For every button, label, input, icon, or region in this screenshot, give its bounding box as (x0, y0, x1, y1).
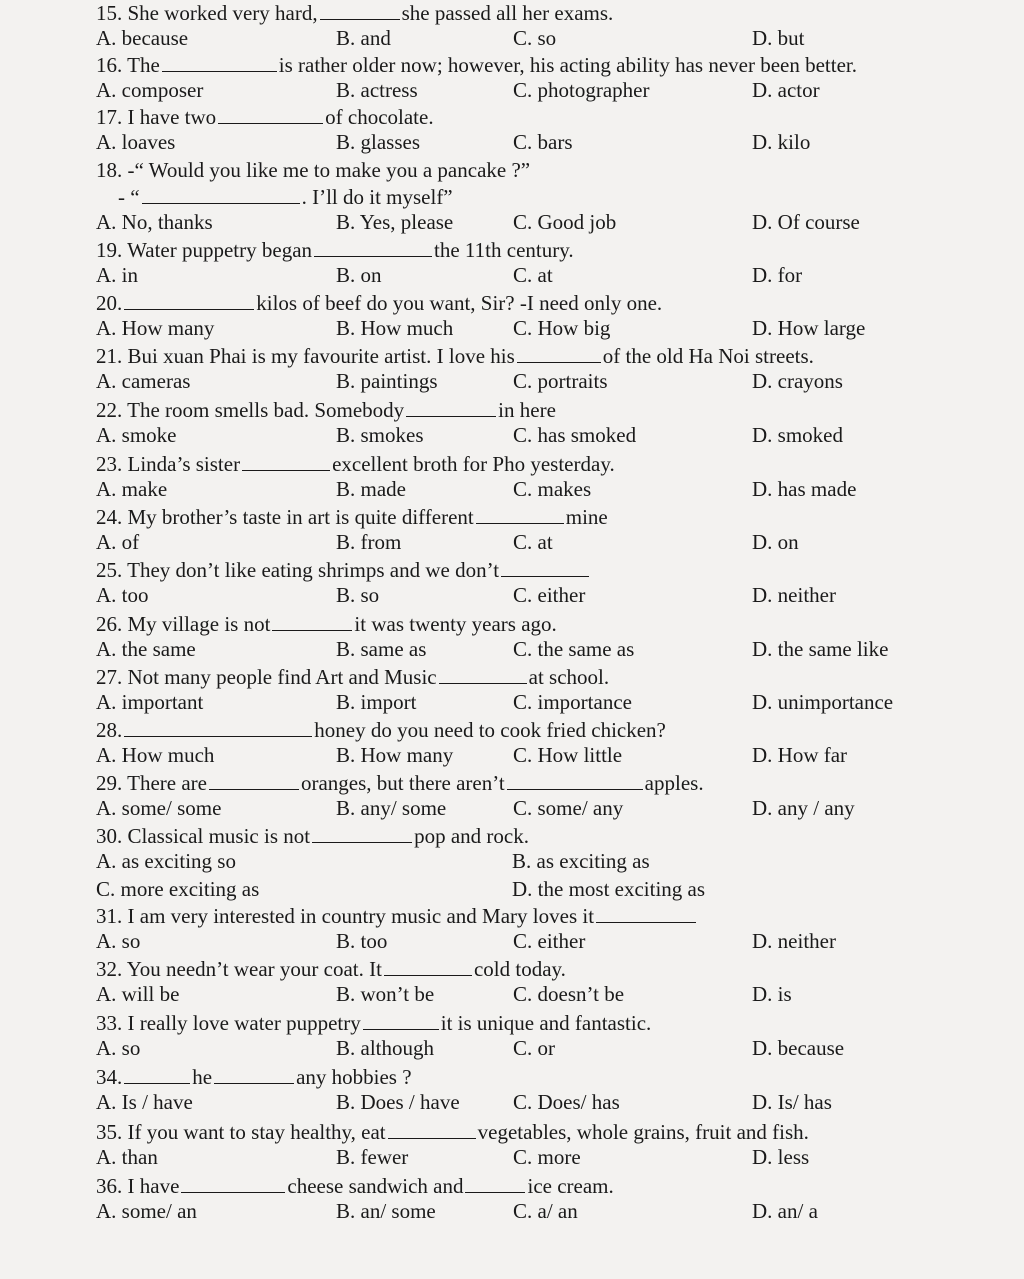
question-line (96, 903, 984, 930)
answer-blank[interactable] (181, 1175, 285, 1193)
answer-option-d[interactable]: D. any / any (752, 796, 855, 820)
answer-blank[interactable] (314, 239, 432, 257)
question-text: 24. My brother’s taste in art is quite different (96, 505, 474, 529)
answer-option-a[interactable]: A. than (96, 1145, 158, 1169)
answer-blank[interactable] (501, 559, 589, 577)
question-text: - “ (118, 185, 140, 209)
answer-option-a[interactable]: A. of (96, 530, 140, 554)
question-text: 17. I have two (96, 105, 217, 129)
question-text: 32. You needn’t wear your coat. It (96, 957, 382, 981)
options-row (96, 636, 996, 662)
answer-option-c[interactable]: C. either (513, 929, 586, 953)
answer-option-b[interactable]: B. paintings (336, 369, 438, 393)
answer-option-d[interactable]: D. Of course (752, 210, 860, 234)
answer-option-d[interactable]: D. How far (752, 743, 848, 767)
answer-blank[interactable] (142, 186, 300, 204)
question-text: 35. If you want to stay healthy, eat (96, 1120, 386, 1144)
answer-blank[interactable] (218, 106, 323, 124)
options-row (96, 315, 996, 341)
question-line (96, 343, 984, 370)
question-text: the 11th century. (434, 238, 574, 262)
question-text: . I’ll do it myself” (301, 185, 453, 209)
answer-option-b[interactable]: B. How many (336, 743, 454, 767)
answer-option-a[interactable]: A. smoke (96, 423, 177, 447)
question-text: 36. I have (96, 1174, 180, 1198)
question-line (96, 104, 984, 131)
answer-option-c[interactable]: C. at (513, 263, 553, 287)
answer-blank[interactable] (124, 292, 254, 310)
question-text: in here (498, 398, 556, 422)
question-text: of chocolate. (325, 105, 434, 129)
question-line (96, 290, 984, 317)
question-line (96, 52, 984, 79)
question-text: pop and rock. (414, 824, 529, 848)
answer-option-b[interactable]: B. glasses (336, 130, 420, 154)
answer-option-a[interactable]: C. more exciting as (96, 877, 260, 901)
question-text: it was twenty years ago. (354, 612, 557, 636)
answer-option-d[interactable]: D. neither (752, 583, 836, 607)
answer-option-d[interactable]: D. actor (752, 78, 820, 102)
answer-option-b[interactable]: B. an/ some (336, 1199, 436, 1223)
answer-blank[interactable] (465, 1175, 525, 1193)
answer-option-b[interactable]: B. won’t be (336, 982, 435, 1006)
answer-blank[interactable] (209, 772, 299, 790)
answer-option-d[interactable]: D. an/ a (752, 1199, 818, 1223)
answer-option-a[interactable]: A. too (96, 583, 149, 607)
question-line (96, 611, 984, 638)
question-text: kilos of beef do you want, Sir? -I need only one. (256, 291, 663, 315)
options-row (96, 848, 996, 874)
answer-option-d[interactable]: D. less (752, 1145, 810, 1169)
answer-blank[interactable] (384, 958, 472, 976)
options-row (96, 742, 996, 768)
answer-blank[interactable] (439, 666, 527, 684)
answer-option-c[interactable]: C. so (513, 26, 557, 50)
question-text: 16. The (96, 53, 160, 77)
answer-option-b[interactable]: B. smokes (336, 423, 424, 447)
question-text: cold today. (473, 957, 566, 981)
options-row (96, 928, 996, 954)
question-text: 25. They don’t like eating shrimps and we don’t (96, 558, 500, 582)
answer-option-b[interactable]: B. fewer (336, 1145, 409, 1169)
question-text: 30. Classical music is not (96, 824, 311, 848)
question-text: he (192, 1065, 213, 1089)
answer-option-a[interactable]: A. How much (96, 743, 215, 767)
answer-option-c[interactable]: C. How big (513, 316, 611, 340)
answer-option-a[interactable]: A. the same (96, 637, 196, 661)
question-text: 15. She worked very hard, (96, 1, 318, 25)
question-line (96, 823, 984, 850)
options-row (96, 582, 996, 608)
answer-option-b[interactable]: B. on (336, 263, 382, 287)
question-line (96, 557, 984, 584)
question-text: 19. Water puppetry began (96, 238, 313, 262)
question-text: 29. There are (96, 771, 207, 795)
answer-option-b[interactable]: B. actress (336, 78, 418, 102)
answer-option-b[interactable]: B. Does / have (336, 1090, 460, 1114)
answer-option-c[interactable]: C. importance (513, 690, 632, 714)
answer-option-a[interactable]: A. Is / have (96, 1090, 193, 1114)
question-text: of the old Ha Noi streets. (602, 344, 814, 368)
answer-blank[interactable] (312, 825, 412, 843)
options-row (96, 981, 996, 1007)
question-line (96, 451, 984, 478)
answer-option-c[interactable]: C. a/ an (513, 1199, 578, 1223)
answer-option-c[interactable]: C. doesn’t be (513, 982, 625, 1006)
question-text: honey do you need to cook fried chicken? (314, 718, 666, 742)
answer-blank[interactable] (596, 905, 696, 923)
answer-option-a[interactable]: A. cameras (96, 369, 191, 393)
options-row (96, 1144, 996, 1170)
answer-option-b[interactable]: B. from (336, 530, 402, 554)
answer-option-d[interactable]: D. Is/ has (752, 1090, 832, 1114)
answer-option-c[interactable]: C. more (513, 1145, 581, 1169)
answer-option-a[interactable]: A. because (96, 26, 189, 50)
options-row (96, 689, 996, 715)
options-row (96, 77, 996, 103)
question-line (96, 1173, 984, 1200)
question-line (96, 717, 984, 744)
options-row (96, 529, 996, 555)
answer-option-b[interactable]: B. import (336, 690, 417, 714)
question-line (96, 770, 984, 797)
answer-option-c[interactable]: C. makes (513, 477, 592, 501)
answer-option-d[interactable]: D. but (752, 26, 805, 50)
answer-option-d[interactable]: D. is (752, 982, 792, 1006)
answer-option-c[interactable]: C. either (513, 583, 586, 607)
answer-blank[interactable] (162, 54, 277, 72)
question-line (96, 504, 984, 531)
answer-option-b[interactable]: B. so (336, 583, 380, 607)
question-line (96, 1119, 984, 1146)
answer-option-b[interactable]: B. same as (336, 637, 427, 661)
answer-option-a[interactable]: A. make (96, 477, 168, 501)
answer-option-d[interactable]: D. kilo (752, 130, 811, 154)
question-text: 18. -“ Would you like me to make you a pancake ?” (96, 158, 531, 182)
options-row (96, 262, 996, 288)
answer-option-b[interactable]: B. made (336, 477, 406, 501)
answer-option-d[interactable]: D. for (752, 263, 803, 287)
question-text: mine (565, 505, 608, 529)
answer-option-a[interactable]: A. important (96, 690, 204, 714)
answer-option-a[interactable]: A. No, thanks (96, 210, 213, 234)
question-text: any hobbies ? (296, 1065, 412, 1089)
answer-option-b[interactable]: B. Yes, please (336, 210, 454, 234)
question-line (96, 664, 984, 691)
question-line (96, 157, 984, 184)
answer-option-c[interactable]: B. as exciting as (512, 849, 650, 873)
answer-blank[interactable] (406, 399, 496, 417)
answer-option-a[interactable]: A. some/ some (96, 796, 222, 820)
question-text: 26. My village is not (96, 612, 271, 636)
answer-option-c[interactable]: C. at (513, 530, 553, 554)
question-text: oranges, but there aren’t (300, 771, 505, 795)
answer-option-a[interactable]: A. in (96, 263, 138, 287)
question-text: 31. I am very interested in country music and Mary loves it (96, 904, 595, 928)
answer-option-c[interactable]: C. Good job (513, 210, 617, 234)
answer-blank[interactable] (363, 1012, 439, 1030)
options-row (96, 1198, 996, 1224)
question-text: 34. (96, 1065, 123, 1089)
question-text: at school. (528, 665, 610, 689)
question-text: 21. Bui xuan Phai is my favourite artist. I love his (96, 344, 515, 368)
question-text: it is unique and fantastic. (440, 1011, 652, 1035)
answer-option-a[interactable]: A. will be (96, 982, 180, 1006)
question-line (96, 0, 984, 27)
answer-option-c[interactable]: C. How little (513, 743, 623, 767)
question-text: 33. I really love water puppetry (96, 1011, 361, 1035)
answer-option-c[interactable]: D. the most exciting as (512, 877, 706, 901)
answer-option-b[interactable]: B. too (336, 929, 388, 953)
answer-option-d[interactable]: D. on (752, 530, 799, 554)
answer-blank[interactable] (272, 613, 352, 631)
question-text: 22. The room smells bad. Somebody (96, 398, 405, 422)
answer-blank[interactable] (320, 2, 400, 20)
answer-option-c[interactable]: C. bars (513, 130, 573, 154)
question-line (96, 1064, 984, 1091)
question-text: she passed all her exams. (401, 1, 614, 25)
answer-option-a[interactable]: A. as exciting so (96, 849, 236, 873)
answer-option-c[interactable]: C. photographer (513, 78, 650, 102)
question-line (96, 956, 984, 983)
question-text: vegetables, whole grains, fruit and fish. (477, 1120, 809, 1144)
answer-blank[interactable] (124, 719, 312, 737)
options-row (96, 1035, 996, 1061)
answer-blank[interactable] (214, 1066, 294, 1084)
question-text: apples. (644, 771, 704, 795)
answer-option-a[interactable]: A. How many (96, 316, 215, 340)
question-line (118, 184, 984, 211)
answer-option-d[interactable]: D. the same like (752, 637, 889, 661)
answer-blank[interactable] (476, 506, 564, 524)
answer-blank[interactable] (388, 1121, 476, 1139)
question-text: 27. Not many people find Art and Music (96, 665, 437, 689)
answer-blank[interactable] (124, 1066, 190, 1084)
question-line (96, 237, 984, 264)
answer-option-c[interactable]: C. some/ any (513, 796, 624, 820)
options-row (96, 209, 996, 235)
answer-option-d[interactable]: D. has made (752, 477, 857, 501)
answer-option-d[interactable]: D. neither (752, 929, 836, 953)
question-line (96, 397, 984, 424)
answer-option-d[interactable]: D. unimportance (752, 690, 894, 714)
options-row (96, 129, 996, 155)
answer-option-d[interactable]: D. crayons (752, 369, 843, 393)
answer-option-c[interactable]: C. Does/ has (513, 1090, 620, 1114)
answer-option-a[interactable]: A. some/ an (96, 1199, 197, 1223)
answer-option-b[interactable]: B. any/ some (336, 796, 447, 820)
options-row (96, 795, 996, 821)
answer-option-c[interactable]: C. the same as (513, 637, 635, 661)
answer-option-d[interactable]: D. smoked (752, 423, 843, 447)
question-text: 20. (96, 291, 123, 315)
question-text: 23. Linda’s sister (96, 452, 241, 476)
options-row (96, 368, 996, 394)
answer-option-c[interactable]: C. or (513, 1036, 555, 1060)
options-row (96, 876, 996, 902)
answer-option-a[interactable]: A. so (96, 929, 141, 953)
question-text: 28. (96, 718, 123, 742)
question-text: is rather older now; however, his acting ability has never been better. (278, 53, 857, 77)
question-line (96, 1010, 984, 1037)
answer-blank[interactable] (507, 772, 643, 790)
question-text: ice cream. (527, 1174, 614, 1198)
options-row (96, 1089, 996, 1115)
options-row (96, 25, 996, 51)
answer-option-b[interactable]: B. and (336, 26, 391, 50)
options-row (96, 422, 996, 448)
answer-blank[interactable] (517, 345, 601, 363)
question-text: cheese sandwich and (287, 1174, 464, 1198)
options-row (96, 476, 996, 502)
answer-option-b[interactable]: B. How much (336, 316, 454, 340)
answer-option-a[interactable]: A. so (96, 1036, 141, 1060)
question-text: excellent broth for Pho yesterday. (332, 452, 615, 476)
answer-blank[interactable] (242, 453, 330, 471)
answer-option-b[interactable]: B. although (336, 1036, 434, 1060)
answer-option-a[interactable]: A. loaves (96, 130, 176, 154)
answer-option-a[interactable]: A. composer (96, 78, 204, 102)
answer-option-d[interactable]: D. How large (752, 316, 866, 340)
answer-option-d[interactable]: D. because (752, 1036, 845, 1060)
answer-option-c[interactable]: C. has smoked (513, 423, 637, 447)
answer-option-c[interactable]: C. portraits (513, 369, 608, 393)
